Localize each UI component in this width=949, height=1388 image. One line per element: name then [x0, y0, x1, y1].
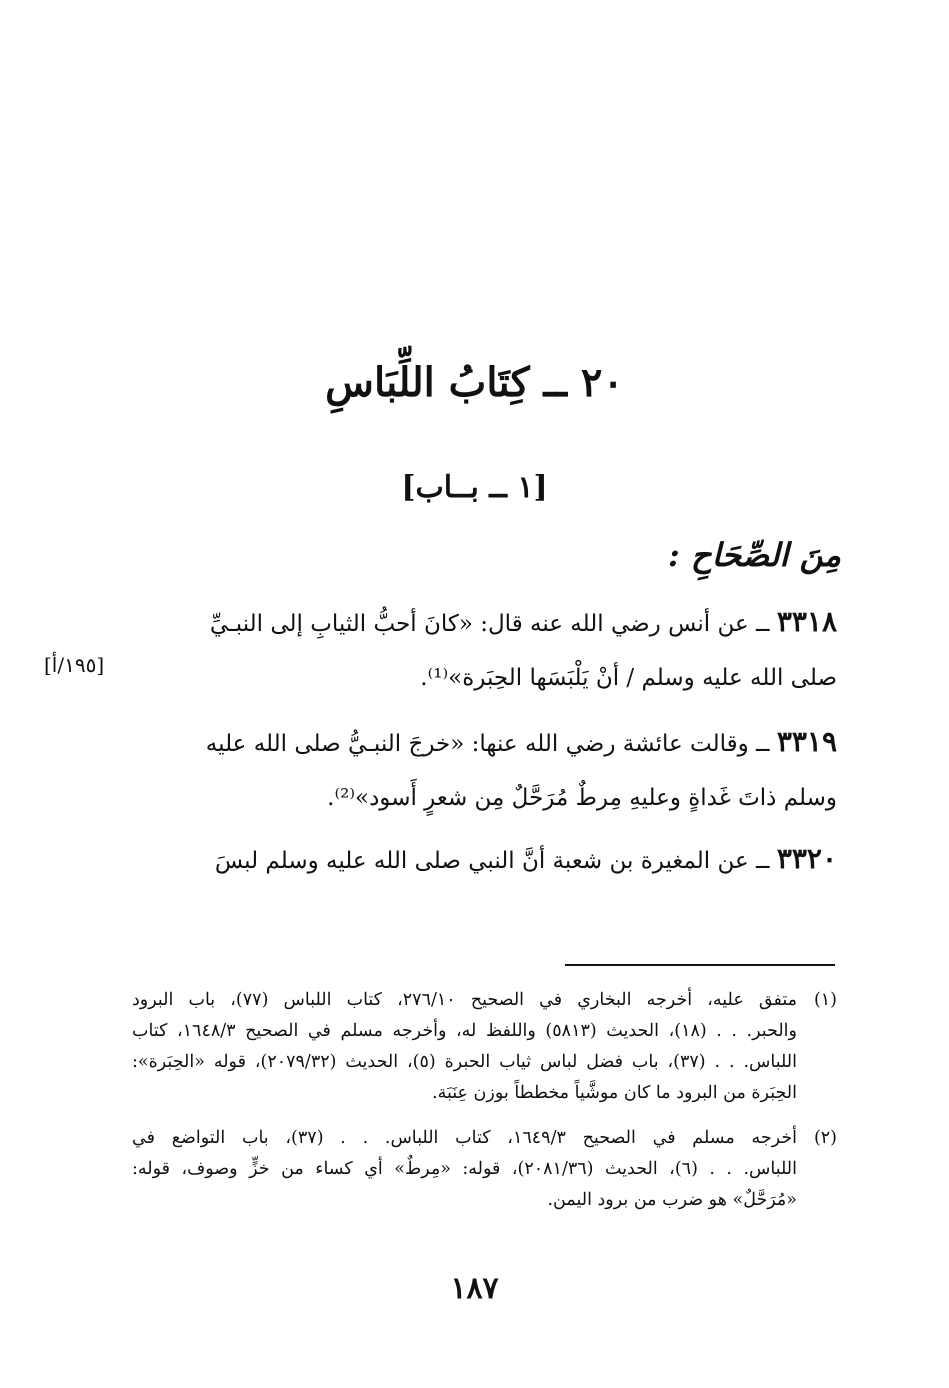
chapter-title: ٢٠ ــ كِتَابُ اللِّبَاسِ: [325, 359, 624, 406]
hadith-line: وسلم ذاتَ غَداةٍ وعليهِ مِرطٌ مُرَحَّلٌ مِن شعرٍ أَسود»⁽²⁾.: [327, 785, 837, 811]
footnotes: [132, 985, 837, 1230]
footnote-divider: [565, 964, 835, 966]
hadith-line: صلى الله عليه وسلم / أنْ يَلْبَسَها الحِبَرة»⁽¹⁾.: [420, 665, 837, 691]
hadith-text: ــ عن أنس رضي الله عنه قال: «كانَ أحبُّ الثيابِ إلى النبـيِّ: [209, 611, 770, 637]
hadith-text: ــ وقالت عائشة رضي الله عنها: «خرجَ النبـيُّ صلى الله عليه: [205, 731, 770, 757]
hadith-number: ٣٣١٨: [776, 605, 837, 638]
footnote-number: (٢): [813, 1128, 837, 1148]
footnote-line: اللباس. . . (٦)، الحديث (٢٠٨١/٣٦)، قوله: «مِرطٌ» أي كساء من خزٍّ وصوف، قوله:: [132, 1159, 797, 1179]
footnote-2: [132, 1123, 837, 1216]
bab-heading: [١ ــ بــاب]: [401, 470, 548, 505]
page-number: ١٨٧: [450, 1271, 499, 1306]
footnote-number: (١): [813, 990, 837, 1010]
hadith-text: ــ عن المغيرة بن شعبة أنَّ النبي صلى الله عليه وسلم لبسَ: [214, 848, 770, 874]
hadith-number: ٣٣٢٠: [776, 842, 837, 875]
footnote-line: أخرجه مسلم في الصحيح ١٦٤٩/٣، كتاب اللباس. . . (٣٧)، باب التواضع في: [132, 1128, 797, 1148]
hadith-3318: [132, 595, 837, 705]
hadith-line: [132, 832, 837, 888]
footnote-line: والحبر. . . (١٨)، الحديث (٥٨١٣) واللفظ له، وأخرجه مسلم في الصحيح ١٦٤٨/٣، كتاب: [132, 1021, 797, 1041]
margin-folio-note: [١٩٥/أ]: [44, 653, 105, 677]
hadith-3320: [132, 832, 837, 888]
hadith-3319: [132, 715, 837, 825]
hadith-line: [132, 595, 837, 651]
footnote-line: الحِبَرة من البرود ما كان موشَّياً مخططاً بوزن عِنَبَة.: [432, 1083, 797, 1103]
hadith-number: ٣٣١٩: [776, 725, 837, 758]
footnote-1: [132, 985, 837, 1109]
footnote-line: اللباس. . . (٣٧)، باب فضل لباس ثياب الحبرة (٥)، الحديث (٢٠٧٩/٣٢)، قوله «الحِبَرة»:: [132, 1052, 797, 1072]
hadith-line: [132, 715, 837, 771]
section-label: مِنَ الصِّحَاحِ :: [667, 536, 841, 574]
footnote-line: متفق عليه، أخرجه البخاري في الصحيح ٢٧٦/١٠، كتاب اللباس (٧٧)، باب البرود: [132, 990, 797, 1010]
footnote-line: «مُرَحَّلٌ» هو ضرب من برود اليمن.: [547, 1190, 797, 1210]
